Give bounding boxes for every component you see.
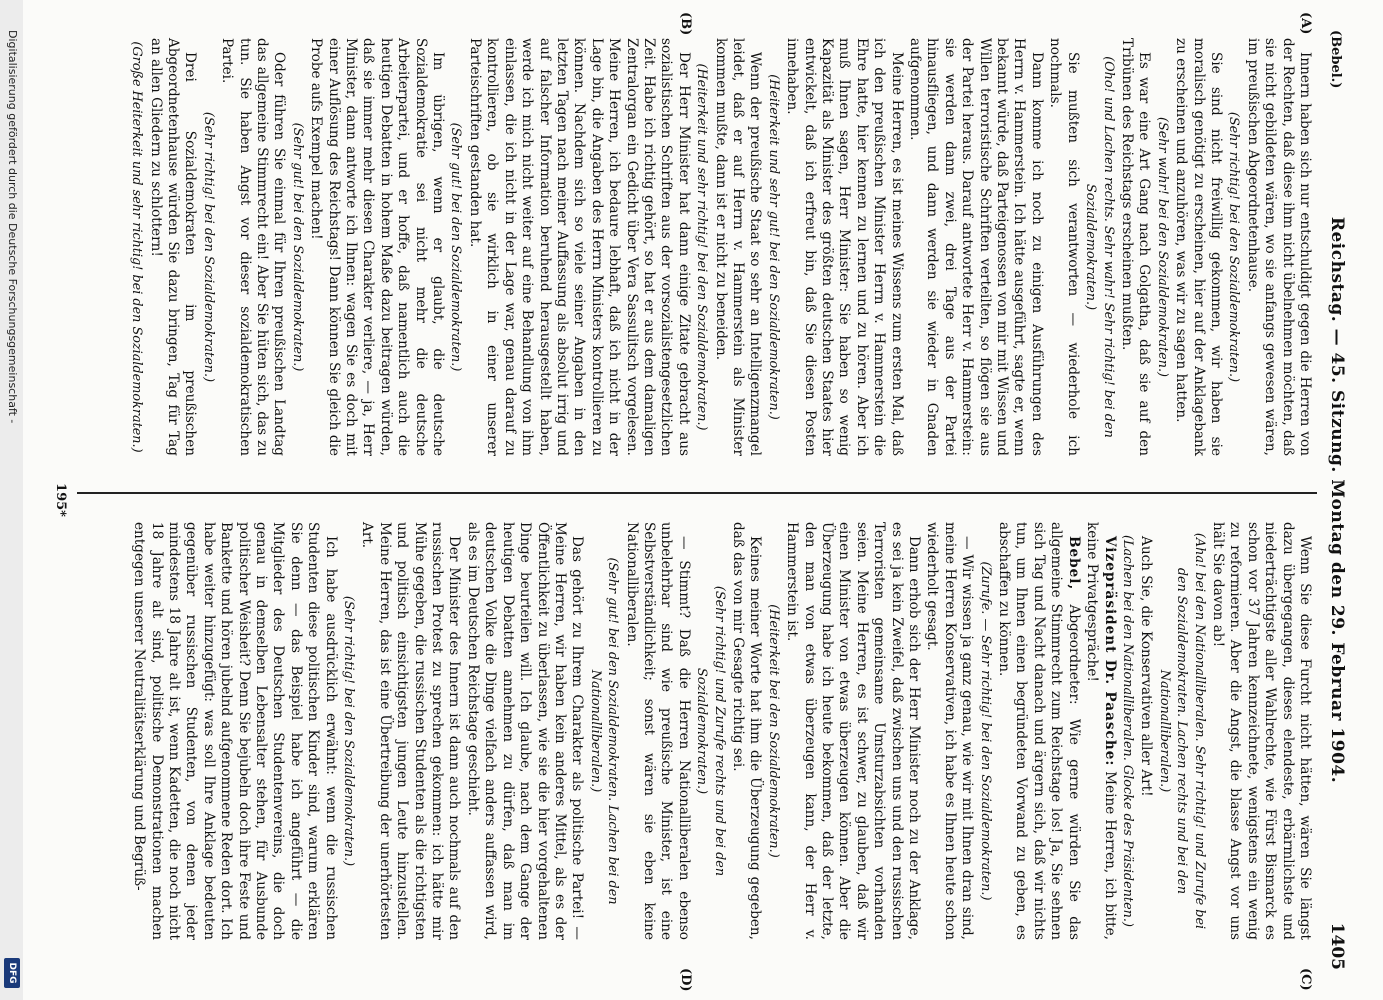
paragraph <box>729 522 764 940</box>
paragraph-text: (Zurufe. — Sehr richtig! bei den Sozialdemokraten.) <box>977 561 993 901</box>
paragraph <box>711 38 763 456</box>
paragraph <box>1137 522 1154 940</box>
interjection <box>976 522 993 940</box>
paragraph-text: Innern haben sich nur entschuldigt gegen die Herren von der Rechten, daß diese ihm nicht übelnehmen möchten, daß sie nicht gebildeten wären, wo sie anfangs gewesen wären, im preußischen Abgeordnetenhause. <box>1244 38 1313 456</box>
paragraph-text: Sie sind nicht freiwillig gekommen, wir haben sie moralisch genötigt zu erscheinen, hier auf der Anklagebank zu erscheinen und anzuhören, was wir zu sagen hatten. <box>1173 38 1224 456</box>
paragraph <box>146 38 198 456</box>
paragraph <box>995 522 1082 940</box>
interjection <box>693 38 710 456</box>
footnote-signature: 195* <box>53 483 68 517</box>
interjection <box>1153 38 1170 456</box>
interjection <box>1119 522 1136 940</box>
page-number: 1405 <box>1327 922 1347 970</box>
interjection <box>128 38 145 456</box>
paragraph <box>464 522 586 940</box>
paragraph-text: (Sehr richtig! bei den Sozialdemokraten.) <box>1226 111 1242 383</box>
digitization-credit-bar <box>0 0 23 1000</box>
paragraph <box>1083 522 1118 940</box>
interjection <box>199 38 216 456</box>
paragraph <box>906 38 1045 456</box>
paragraph <box>130 522 339 940</box>
paragraph <box>783 38 905 456</box>
paragraph-text: (Lachen bei den Nationalliberalen. Glocke des Präsidenten.) <box>1119 535 1135 927</box>
paragraph-text: (Große Heiterkeit und sehr richtig! bei den Sozialdemokraten.) <box>129 41 145 453</box>
paragraph-text: (Sehr gut! bei den Sozialdemokraten.) <box>289 122 305 372</box>
paragraph <box>783 522 922 940</box>
paragraph <box>1172 38 1224 456</box>
margin-marker-b: (B) <box>678 12 693 36</box>
speaker-tag: (Bebel.) <box>1328 30 1343 89</box>
paragraph-text: Es war eine Art Gang nach Golgatha, daß sie auf den Tribünen des Reichstags erscheinen mußten. <box>1118 38 1153 456</box>
paragraph-text: Meine Herren, ich bitte, keine Privatgespräche! <box>1084 522 1118 940</box>
right-column <box>129 522 1313 940</box>
paragraph-text: (Sehr richtig! bei den Sozialdemokraten.) <box>200 111 216 383</box>
paragraph <box>307 38 446 456</box>
paragraph-text: Keines meiner Worte hat ihm die Überzeugung gegeben, daß das von mir Gesagte richtig sei. <box>730 522 764 940</box>
paragraph-text: (Heiterkeit bei den Sozialdemokraten.) <box>765 604 781 858</box>
paragraph-text: Abgeordneter: Wie gerne würden Sie das allgemeine Stimmrecht zum Reichstage los! Ja, Sie sehnen sich Tag und Nacht danach und ärgern sich, daß wir nichts tun, um Ihnen einen begründeten Vorwand zu geben, es abschaffen zu können. <box>996 522 1082 940</box>
paragraph-text: Das gehört zu Ihrem Charakter als politische Partei! — Meine Herren, wir haben kein anderes Mittel, als es der Öffentlichkeit zu überlassen, wie sie die hier vorgehaltenen Dinge beurteilen will. Ich glaube, nach dem Gange der heutigen Debatten annehmen zu dürfen, daß man im deutschen Volke die Dinge vielfach anders auffassen wird, als es im Deutschen Reichstage geschieht. <box>464 522 586 940</box>
paragraph <box>466 38 692 456</box>
paragraph-text: (Sehr wahr! bei den Sozialdemokraten.) <box>1154 116 1170 378</box>
paragraph-text: Sie mußten sich verantworten — wiederhole ich nochmals. <box>1047 38 1081 456</box>
margin-marker-c: (C) <box>1298 968 1313 991</box>
paragraph <box>358 522 462 940</box>
paragraph-text: Auch Sie, die Konservativen aller Art! <box>1138 536 1155 797</box>
interjection <box>764 38 781 456</box>
interjection <box>447 38 464 456</box>
paragraph-text: (Heiterkeit und sehr richtig! bei den Sozialdemokraten.) <box>694 63 710 431</box>
interjection <box>288 38 305 456</box>
interjection <box>1225 38 1242 456</box>
interjection <box>340 522 357 940</box>
digitization-credit: Digitalisierung gefördert durch die Deutsche Forschungsgemeinschaft - <box>6 30 19 424</box>
page-header <box>1319 30 1347 970</box>
paragraph <box>1243 38 1313 456</box>
paragraph-text: Ich habe ausdrücklich erwähnt: wenn die russischen Studenten diese politischen Kinder sind, warum erklären Sie denn — das Beispiel habe ich angeführt — die Mitglieder des Deutschen Studentenvereins, die doch genau in demselben Lebensalter stehen, für Ausbunde politischer Weisheit? Denn Sie bejubeln doch ihre Feste und Bankette und hören jubelnd aufgenommene Reden dort. Ich habe weiter hinzugefügt: was soll Ihre Anklage bedeuten gegenüber russischen Studenten, von denen jeder mindestens 18 Jahre alt ist, wenn Kadetten, die noch nicht 18 Jahre alt sind, politische Demonstrationen machen entgegen unserer Neutralitätserklärung und Begrüß- <box>131 522 339 940</box>
paragraph <box>923 522 975 940</box>
paragraph-text: — Stimmt? Daß die Herren Nationalliberalen ebenso unbelehrbar sind wie preußische Minister, ist eine Selbstverständlichkeit; sonst wären sie eben keine Nationalliberalen. <box>623 522 692 940</box>
interjection <box>693 522 728 940</box>
paragraph-text: Oder führen Sie einmal für Ihren preußischen Landtag das allgemeine Stimmrecht ein! Aber Sie hüten sich, das zu tun. Sie haben Angst vor dieser sozialdemokratischen Partei. <box>219 38 288 456</box>
paragraph <box>1209 522 1313 940</box>
paragraph <box>1118 38 1153 456</box>
paragraph-text: (Oho! und Lachen rechts. Sehr wahr! Sehr richtig! bei den Sozialdemokraten.) <box>1083 56 1116 438</box>
interjection <box>1155 522 1207 940</box>
paragraph-text: Dann erhob sich der Herr Minister noch zu der Anklage, es sei ja kein Zweifel, daß zwischen uns und den russischen Terroristen gemeinsame Umsturzabsichten vorhanden seien. Meine Herren, es ist schwer, zu glauben, daß wir einen Minister von etwas überzeugen können. Aber die Überzeugung habe ich heute bekommen, daß der letzte, den man von etwas überzeugen kann, der Herr v. Hammerstein ist. <box>784 522 923 940</box>
paragraph-text: (Sehr gut! bei den Sozialdemokraten.) <box>448 122 464 372</box>
paragraph-text: Der Herr Minister hat dann einige Zitate gebracht aus sozialistischen Schriften aus der vorsozialistengesetzlichen Zeit. Habe ich richtig gehört, so hat er aus dem damaligen Zentralorgan ein Gedicht über Vera Sassulitsch vorgelesen. Meine Herren, ich bedaure lebhaft, daß ich nicht in der Lage bin, die Angaben des Herrn Ministers kontrollieren zu können. Nachdem sich so viele seiner Angaben in den letzten Tagen nach meiner Auffassung als absolut irrig und auf falscher Information beruhend herausgestellt haben, werde ich mich nicht weiter auf eine Behandlung von ihm einlassen, die ich nicht in der Lage war, genau darauf zu kontrollieren, ob sie wirklich in einer unserer Parteischriften gestanden hat. <box>466 38 692 456</box>
paragraph <box>622 522 692 940</box>
paragraph-text: (Sehr gut! bei den Sozialdemokraten. Lachen bei den Nationalliberalen.) <box>587 557 621 905</box>
paragraph-text: — Wir wissen ja ganz genau, wie wir mit Ihnen dran sind, meine Herren Konservativen, ich habe es Ihnen heute schon wiederholt gesagt. <box>924 522 976 940</box>
paragraph <box>218 38 288 456</box>
left-column <box>127 38 1313 456</box>
page-title: Reichstag. — 45. Sitzung. Montag den 29. Februar 1904. <box>1327 216 1347 784</box>
speaker-name: Vizepräsident Dr. Paasche: <box>1101 536 1118 767</box>
interjection <box>764 522 781 940</box>
paragraph-text: Drei Sozialdemokraten im preußischen Abgeordnetenhause würden Sie dazu bringen, Tag für Tag an allen Gliedern zu schlottern! <box>147 38 199 456</box>
interjection <box>1082 38 1117 456</box>
paragraph-text: Dann komme ich noch zu einigen Ausführungen des Herrn v. Hammerstein. Ich hätte ausgeführt, sagte er, wenn bekannt würde, daß Parteigenossen von mir mit Wissen und Willen terroristische Schriften verteilten, so flögen sie aus der Partei heraus. Darauf antwortete Herr v. Hammerstein: sie werden dann zwei, drei Tage aus der Partei hinausfliegen, und dann werden sie wieder in Gnaden aufgenommen. <box>907 38 1045 456</box>
paragraph-text: (Aha! bei den Nationalliberalen. Sehr richtig! und Zurufe bei den Sozialdemokraten. Lachen rechts und bei den Nationalliberalen.) <box>1156 532 1207 930</box>
paragraph-text: Der Minister des Innern ist dann auch nochmals auf den russischen Protest zu sprechen gekommen: ich hätte mir Mühe gegeben, die russischen Studenten als die richtigsten und politisch einsichtigsten jungen Leute hinzustellen. Meine Herren, das ist eine Übertreibung der unerhörtesten Art. <box>359 522 463 940</box>
paragraph-text: Meine Herren, es ist meines Wissens zum ersten Mal, daß ich den preußischen Minister Herrn v. Hammerstein die Ehre hatte, hier kennen zu lernen und zu hören. Aber ich muß Ihnen sagen, Herr Minister: Sie haben so wenig Kapazität als Minister des größten deutschen Staates hier entwickelt, daß ich erfreut bin, daß Sie diesen Posten innehaben. <box>784 38 905 456</box>
paragraph-text: (Sehr richtig! bei den Sozialdemokraten.) <box>341 595 357 867</box>
speaker-name: Bebel, <box>1065 536 1082 591</box>
margin-marker-a: (A) <box>1298 12 1313 35</box>
paragraph <box>1046 38 1081 456</box>
paragraph-text: Wenn Sie diese Furcht nicht hätten, wären Sie längst dazu übergegangen, dieses elendeste, erbärmlichste und niederträchtigste aller Wahlrechte, wie Fürst Bismarck es schon vor 37 Jahren kennzeichnete, wenigstens ein wenig zu reformieren. Aber die Angst, die blasse Angst vor uns hält Sie davon ab! <box>1209 522 1313 940</box>
paragraph-text: (Sehr richtig! und Zurufe rechts und bei den Sozialdemokraten.) <box>694 585 727 877</box>
paragraph-text: (Heiterkeit und sehr gut! bei den Sozialdemokraten.) <box>765 74 781 420</box>
interjection <box>586 522 621 940</box>
margin-marker-d: (D) <box>678 968 693 992</box>
column-divider <box>77 492 1317 494</box>
paragraph-text: Im übrigen, wenn er glaubt, die deutsche Sozialdemokratie sei nicht mehr die deutsche Arbeiterpartei, und er hoffe, daß namentlich auch die heutigen Debatten in hohem Maße dazu beitragen würden, daß sie immer mehr diesen Charakter verliere, — ja, Herr Minister, dann antworte ich Ihnen: wagen Sie es doch mit einer Auflösung des Reichstags! Dann können Sie gleich die Probe aufs Exempel machen! <box>308 38 447 456</box>
paragraph-text: Wenn der preußische Staat so sehr an Intelligenzmangel leidet, daß er auf Herrn v. Hammerstein als Minister kommen mußte, dann ist er nicht zu beneiden. <box>712 38 764 456</box>
dfg-logo: DFG <box>4 958 20 988</box>
